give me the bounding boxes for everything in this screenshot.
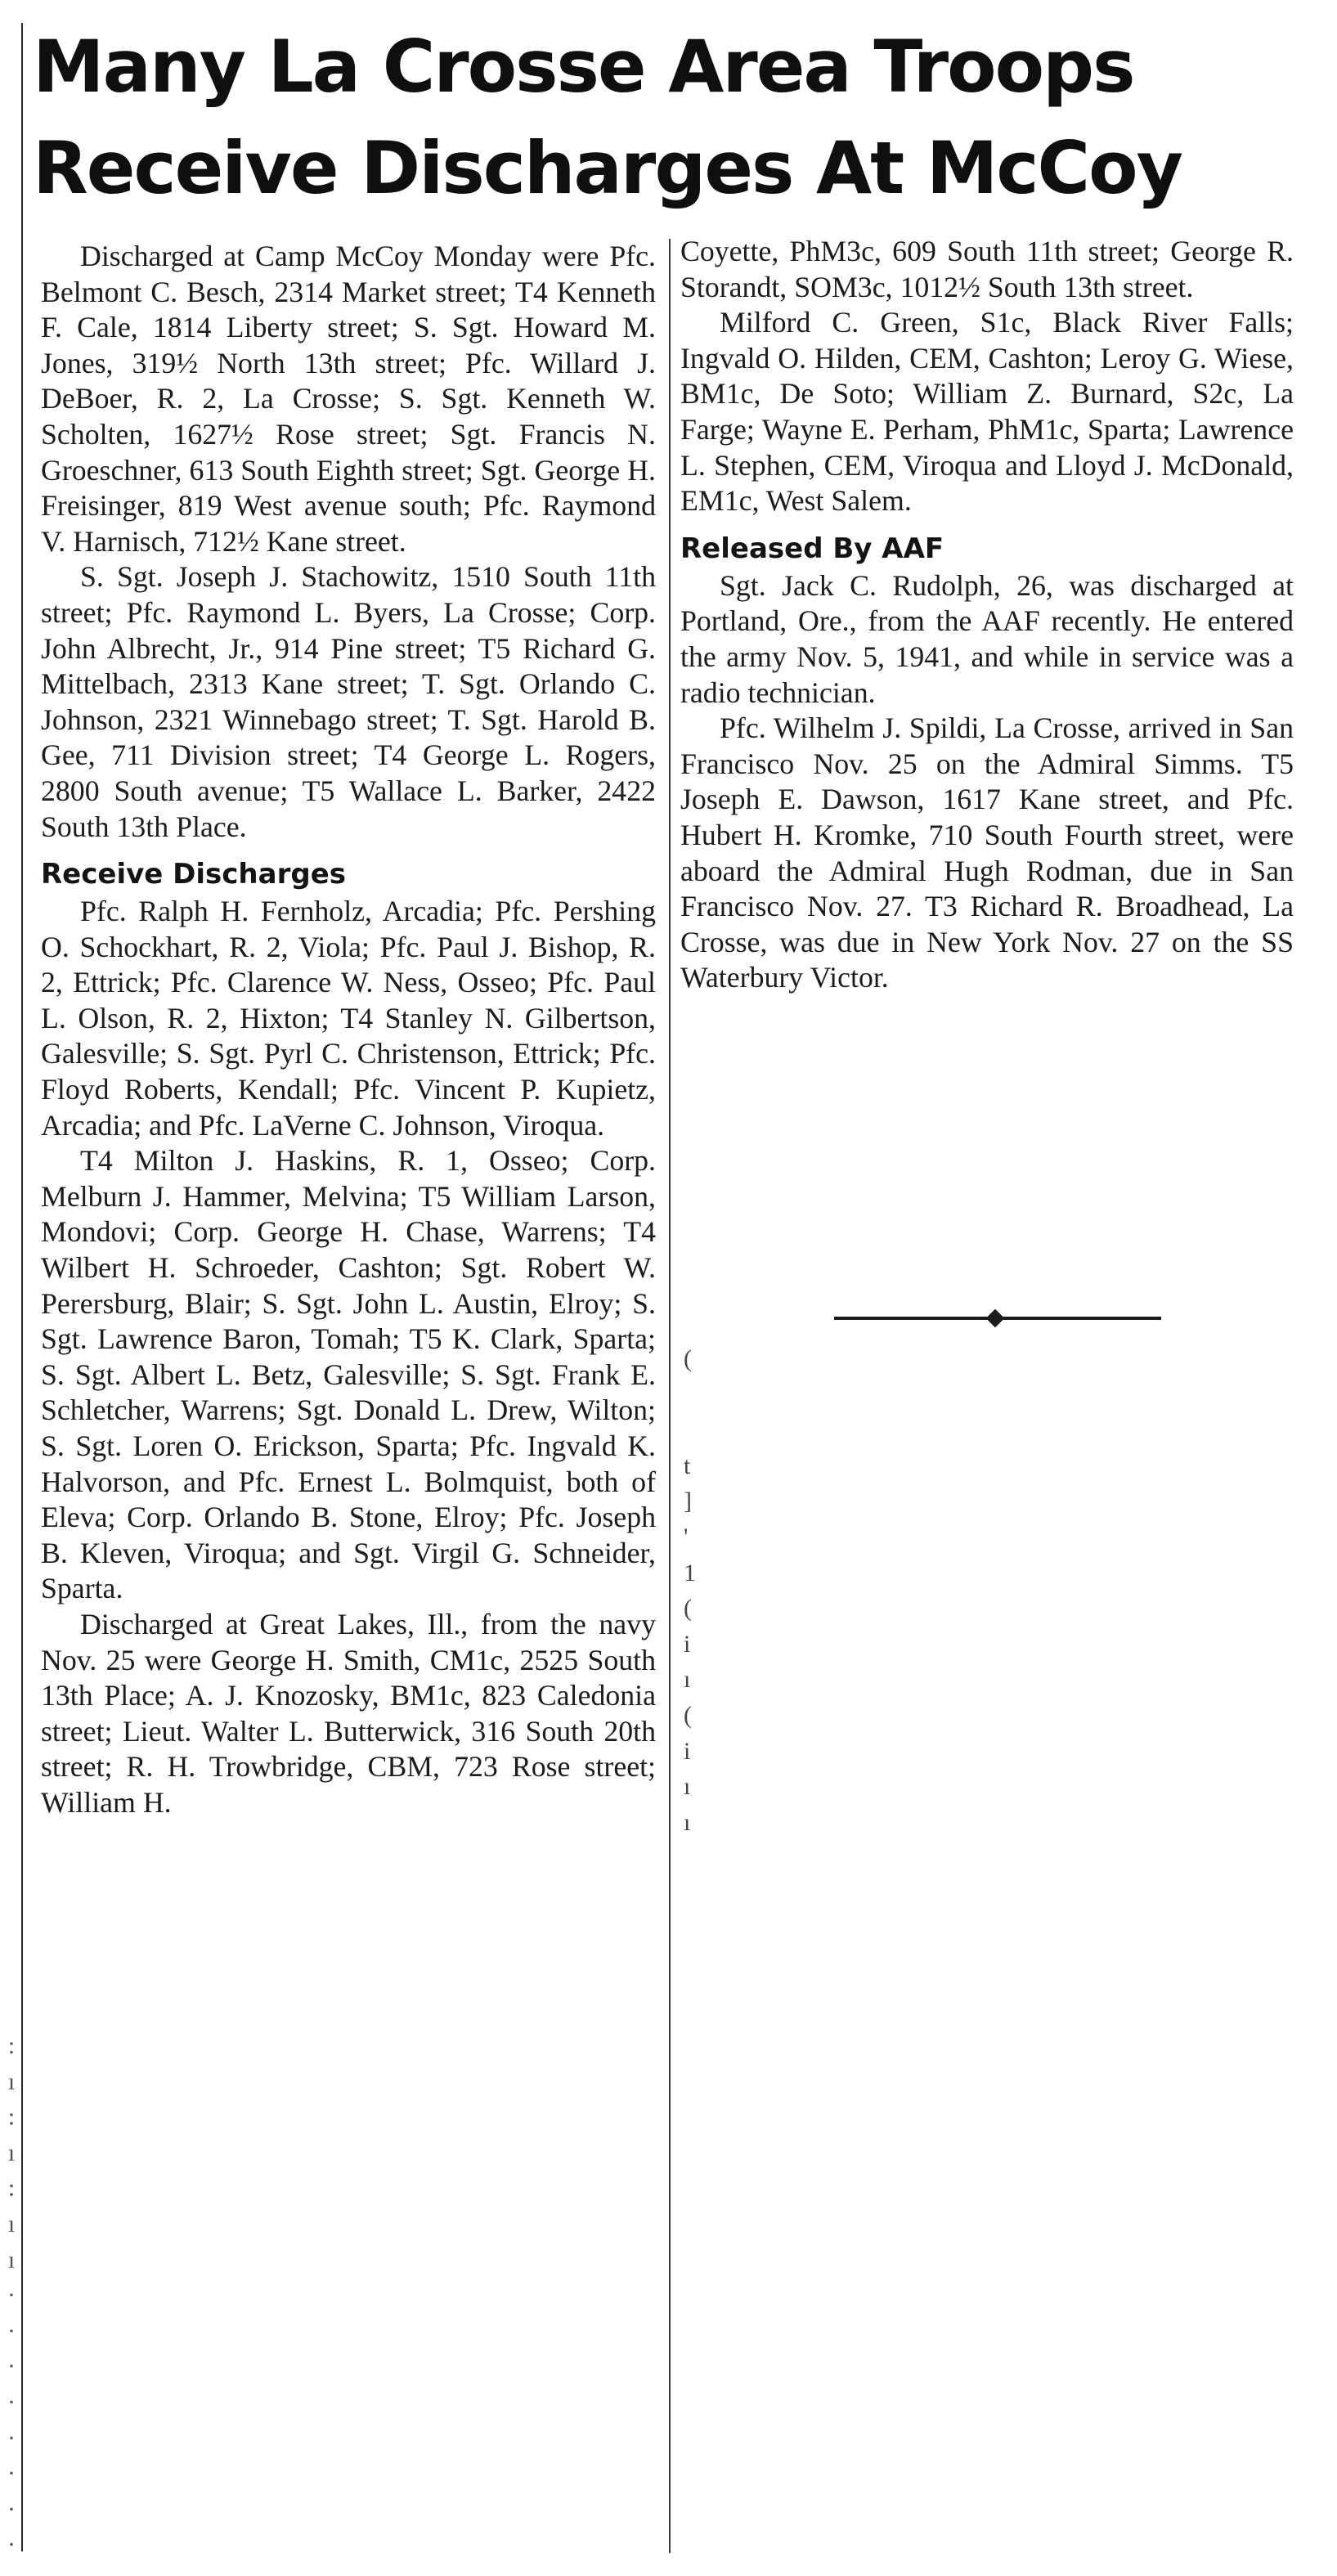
left-paragraph-5: Discharged at Great Lakes, Ill., from the navy Nov. 25 were George H. Smith, CM1c, 2525 South 13th Place; A. J. Knozosky, BM1c, 823 Caledonia street; Lieut. Walter L. Butterwick, 316 South 20th street; R. H. Trowbridge, CBM, 723 Rose street; William H. (41, 1607, 656, 1819)
left-margin-bleed-marks: : ı : ı : ı ı · · · · · · · · (7, 2032, 16, 2559)
right-paragraph-1: Coyette, PhM3c, 609 South 11th street; George R. Storandt, SOM3c, 1012½ South 13th street. (680, 235, 1294, 303)
column-divider (669, 239, 671, 2553)
left-paragraph-4: T4 Milton J. Haskins, R. 1, Osseo; Corp. Melburn J. Hammer, Melvina; T5 William Larson, Mondovi; Corp. George H. Chase, Warrens; T4 Wilbert H. Schroeder, Cashton; Sgt. Robert W. Perersburg, Blair; S. Sgt. John L. Austin, Elroy; S. Sgt. Lawrence Baron, Tomah; T5 K. Clark, Sparta; S. Sgt. Albert L. Betz, Galesville; S. Sgt. Frank E. Schletcher, Warrens; Sgt. Donald L. Drew, Wilton; S. Sgt. Loren O. Erickson, Sparta; Pfc. Ingvald K. Halvorson, and Pfc. Ernest L. Bolmquist, both of Eleva; Corp. Orlando B. Stone, Elroy; Pfc. Joseph B. Kleven, Viroqua; and Sgt. Virgil G. Schneider, Sparta. (41, 1144, 656, 1605)
subhead-receive-discharges: Receive Discharges (41, 858, 346, 891)
subhead-released-by-aaf: Released By AAF (680, 532, 944, 565)
left-paragraph-1: Discharged at Camp McCoy Monday were Pfc. Belmont C. Besch, 2314 Market street; T4 Kenneth F. Cale, 1814 Liberty street; S. Sgt. Howard M. Jones, 319½ North 13th street; Pfc. Willard J. DeBoer, R. 2, La Crosse; S. Sgt. Kenneth W. Scholten, 1627½ Rose street; Sgt. Francis N. Groeschner, 613 South Eighth street; Sgt. George H. Freisinger, 819 West avenue south; Pfc. Raymond V. Harnisch, 712½ Kane street. (41, 240, 656, 558)
left-paragraph-2: S. Sgt. Joseph J. Stachowitz, 1510 South 11th street; Pfc. Raymond L. Byers, La Crosse; Corp. John Albrecht, Jr., 914 Pine street; T5 Richard G. Mittelbach, 2313 Kane street; T. Sgt. Orlando C. Johnson, 2321 Winnebago street; T. Sgt. Harold B. Gee, 711 Division street; T4 George L. Rogers, 2800 South avenue; T5 Wallace L. Barker, 2422 South 13th Place. (41, 560, 656, 843)
left-column (41, 239, 656, 2557)
headline (33, 16, 1308, 219)
right-paragraph-3: Sgt. Jack C. Rudolph, 26, was discharged at Portland, Ore., from the AAF recently. He entered the army Nov. 5, 1941, and while in service was a radio technician. (680, 568, 1294, 709)
headline-line-1: Many La Crosse Area Troops (33, 25, 1134, 109)
left-paragraph-3: Pfc. Ralph H. Fernholz, Arcadia; Pfc. Pershing O. Schockhart, R. 2, Viola; Pfc. Paul J. Bishop, R. 2, Ettrick; Pfc. Clarence W. Ness, Osseo; Pfc. Paul L. Olson, R. 2, Hixton; T4 Stanley N. Gilbertson, Galesville; S. Sgt. Pyrl C. Christenson, Ettrick; Pfc. Floyd Roberts, Kendall; Pfc. Vincent P. Kupietz, Arcadia; and Pfc. LaVerne C. Johnson, Viroqua. (41, 895, 656, 1142)
clipping-left-edge-rule (21, 23, 23, 2551)
headline-line-2: Receive Discharges At McCoy (33, 126, 1182, 210)
right-paragraph-2: Milford C. Green, S1c, Black River Falls; Ingvald O. Hilden, CEM, Cashton; Leroy G. Wiese, BM1c, De Soto; William Z. Burnard, S2c, La Farge; Wayne E. Perham, PhM1c, Sparta; Lawrence L. Stephen, CEM, Viroqua and Lloyd J. McDonald, EM1c, West Salem. (680, 306, 1294, 518)
right-column (680, 234, 1294, 1322)
adjacent-column-bleed-marks: ( t ] ' 1 ( i ı ( i ı ı (684, 1345, 696, 1836)
right-paragraph-4: Pfc. Wilhelm J. Spildi, La Crosse, arrived in San Francisco Nov. 25 on the Admiral Simms. T5 Joseph E. Dawson, 1617 Kane street, and Pfc. Hubert H. Kromke, 710 South Fourth street, were aboard the Admiral Hugh Rodman, due in San Francisco Nov. 27. T3 Richard R. Broadhead, La Crosse, was due in New York Nov. 27 on the SS Waterbury Victor. (680, 711, 1294, 994)
